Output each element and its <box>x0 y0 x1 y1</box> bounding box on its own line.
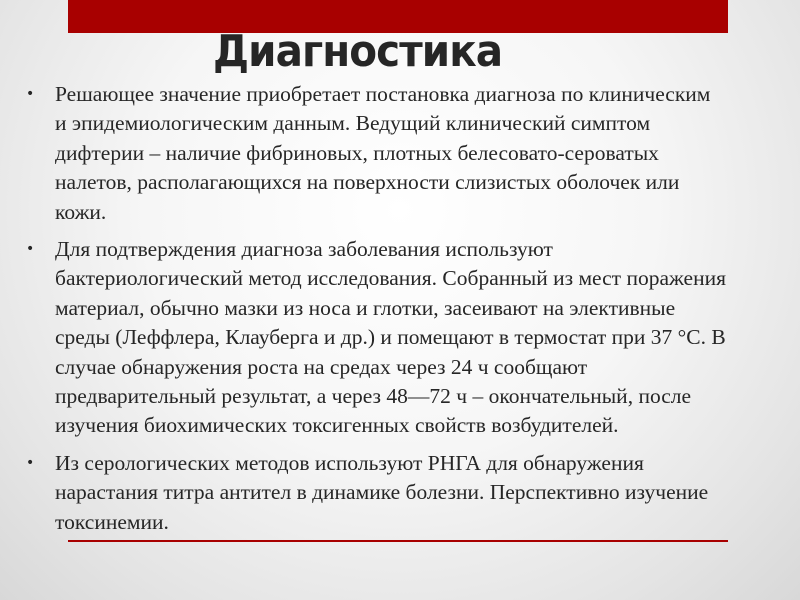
bullet-list <box>26 80 726 545</box>
slide-title: Диагностика <box>213 26 503 77</box>
bullet-item <box>26 235 726 441</box>
bullet-marker: • <box>26 454 35 471</box>
bullet-text: Для подтверждения диагноза заболевания используют бактериологический метод исследования. Собранный из мест поражения материал, обычно мазки из носа и глотки, засеивают на элективные среды (Леффлера, Клауберга и др.) и помещают в термостат при 37 °С. В случае обнаружения роста на средах через 24 ч сообщают предварительный результат, а через 48—72 ч – окончательный, после изучения биохимических токсигенных свойств возбудителей. <box>55 237 727 438</box>
bullet-text: Из серологических методов используют РНГА для обнаружения нарастания титра антител в динамике болезни. Перспективно изучение токсинемии. <box>55 450 709 534</box>
bullet-marker: • <box>26 86 35 102</box>
bullet-marker: • <box>26 241 35 258</box>
bullet-item <box>26 449 726 537</box>
bullet-text: Решающее значение приобретает постановка диагноза по клиническим и эпидемиологическим данным. Ведущий клинический симптом дифтерии – наличие фибриновых, плотных белесовато-сероватых налетов, располагающихся на поверхности слизистых оболочек или кожи. <box>55 82 711 224</box>
bullet-item <box>26 80 726 227</box>
bottom-accent-line <box>68 540 728 542</box>
